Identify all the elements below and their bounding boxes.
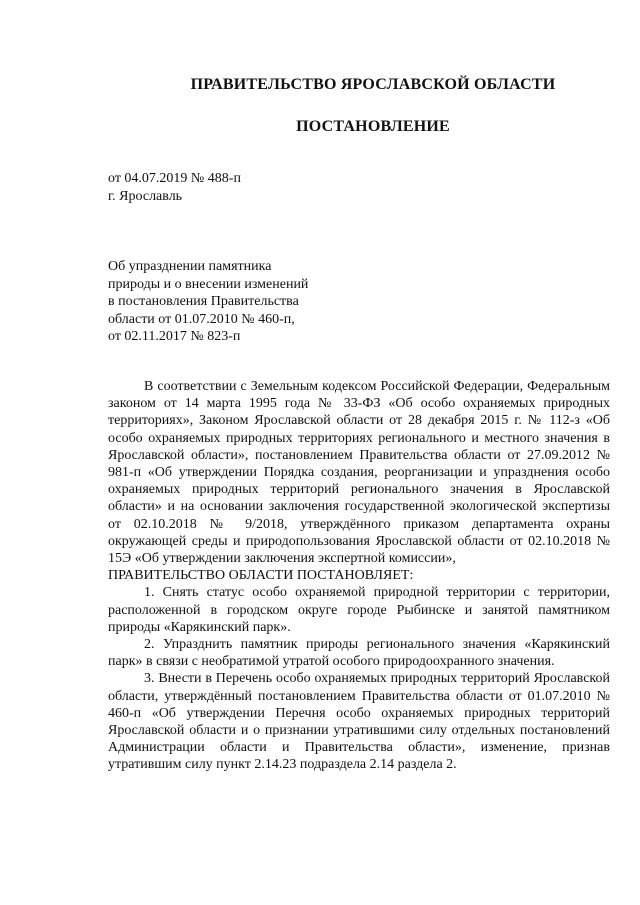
title-line: Об упразднении памятника	[108, 259, 272, 274]
government-header: ПРАВИТЕЛЬСТВО ЯРОСЛАВСКОЙ ОБЛАСТИ	[190, 76, 556, 93]
document-title	[108, 258, 368, 346]
document-body	[108, 378, 610, 774]
title-line: области от 01.07.2010 № 460-п,	[108, 311, 295, 327]
date-and-number: от 04.07.2019 № 488-п	[108, 171, 241, 186]
title-line: в постановления Правительства	[108, 294, 299, 309]
item-1-paragraph: 1. Снять статус особо охраняемой природной территории с территории, расположенной в городском округе городе Рыбинске и занятой памятником природы «Карякинский парк».	[108, 585, 610, 635]
title-line: природы и о внесении изменений	[108, 276, 309, 292]
item-2-paragraph: 2. Упразднить памятник природы регионального значения «Карякинский парк» в связи с необратимой утратой особого природоохранного значения.	[108, 637, 610, 670]
title-line: от 02.11.2017 № 823-п	[108, 329, 241, 344]
item-3-paragraph: 3. Внести в Перечень особо охраняемых природных территорий Ярославской области, утверждённый постановлением Правительства области от 01.07.2010 № 460-п «Об утверждении Перечня особо охраняемых природных территорий Ярославской области и о признании утратившими силу отдельных постановлений Администрации области и Правительства области», изменение, признав утратившим силу пункт 2.14.23 подраздела 2.14 раздела 2.	[108, 671, 610, 773]
resolves-line: ПРАВИТЕЛЬСТВО ОБЛАСТИ ПОСТАНОВЛЯЕТ:	[108, 568, 414, 584]
preamble-paragraph: В соответствии с Земельным кодексом Российской Федерации, Федеральным законом от 14 марта 1995 года № 33-ФЗ «Об особо охраняемых природных территориях», Законом Ярославской области от 28 декабря 2015 г. № 112-з «Об особо охраняемых природных территориях регионального и местного значения в Ярославской области», постановлением Правительства области от 27.09.2012 № 981-п «Об утверждении Порядка создания, реорганизации и упразднения особо охраняемых природных территорий регионального значения в Ярославской области» и на основании заключения государственной экологической экспертизы от 02.10.2018 № 9/2018, утверждённого приказом департамента охраны окружающей среды и природопользования Ярославской области от 02.10.2018 № 15Э «Об утверждении заключения экспертной комиссии»,	[108, 379, 610, 567]
document-type-heading: ПОСТАНОВЛЕНИЕ	[296, 118, 450, 135]
city-line: г. Ярославль	[108, 189, 183, 204]
